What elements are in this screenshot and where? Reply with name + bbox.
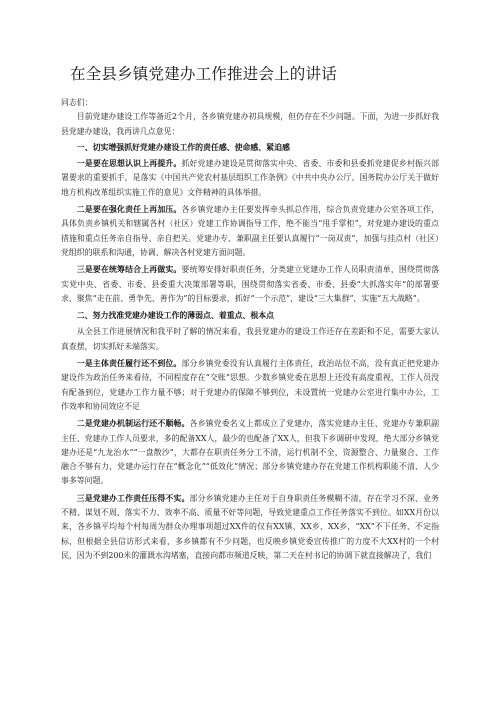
paragraph-text: 各乡镇党委名义上都成立了党建办，落实党建办主任、党建办专兼职副主任、党建办工作人员要求，多的配备XX人，最少的也配备了XX人，但我下乡调研中发现，绝大部分乡镇党建办还是“九龙治水”“一盘散沙”，大都存在职责任务分工不清，运行机制不全，资源整合、力量聚合、工作融合不够有力，党建办运行存在“概念化”“低效化”情况；部分乡镇党建办存在党建工作机构职能不清、人少事多等问题。 — [61, 419, 439, 486]
section-heading-2: 二、努力找准党建办建设工作的薄弱点、着重点、根本点 — [76, 311, 275, 321]
paragraph — [61, 492, 439, 563]
page-title: 在全县乡镇党建办工作推进会上的讲话 — [70, 65, 337, 83]
paragraph-text: 抓好党建办建设是贯彻落实中央、省委、市委和县委抓党建促乡村振兴部署要求的重要抓手，是落实《中国共产党农村基层组织工作条例》《中共中央办公厅、国务院办公厅关于做好地方机构改革组织实施工作的意见》文件精神的具体举措。 — [61, 159, 439, 197]
document-body — [61, 96, 439, 563]
paragraph-text: 部分乡镇党建办主任对于自身职责任务模糊不清，存在学习不深、业务不精、谋划不周、落实不力、效率不高、质量不好等问题，导致党建重点工作任务落实不到位。如XX月份以来，各乡镇平均每个村每周为群众办理事项超过XX件的仅有XX镇、XX乡、XX乡，“XX”不下任务、不定指标，但根据全县信访形式来看，多乡镇都有不少问题，也反映乡镇党委宣传推广的力度不大XX村的一个村民，因为不到200米的灌溉水沟堵塞，直接向都市频道反映，第二天在村书记的协调下就直接解决了，我们 — [61, 493, 439, 560]
paragraph-lead: 一是要在思想认识上再提升。 — [76, 159, 182, 169]
paragraph — [61, 203, 439, 260]
paragraph-text: 各乡镇党建办主任要发挥牵头抓总作用，综合负责党建办公室各项工作，具体负责乡镇机关和辖属各村（社区）党建工作协调指导工作，绝不能当“甩手掌柜”，对党建办建设的重点措施和重点任务亲自指导、亲自把关。党建办专、兼职副主任要认真履行“一岗双责”，加强与挂点村（社区）党组织的联系和沟通，协调、解决各村党建方面问题。 — [61, 205, 439, 257]
section-intro-paragraph: 从全县工作进展情况和我平时了解的情况来看，我县党建办的建设工作还存在差距和不足，需要大家认真查摆，切实抓好未端落实。 — [61, 327, 439, 351]
paragraph-lead: 二是党建办机制运行还不顺畅。 — [76, 419, 190, 429]
paragraph-lead: 二是要在强化责任上再加压。 — [76, 205, 182, 215]
paragraph — [61, 357, 439, 414]
paragraph — [61, 157, 439, 200]
section-heading-1: 一、切实增强抓好党建办建设工作的责任感、使命感、紧迫感 — [76, 142, 290, 152]
paragraph — [61, 417, 439, 488]
paragraph-lead: 一是主体责任履行还不到位。 — [76, 359, 182, 369]
paragraph-text: 要统筹安排好职责任务，分类建立党建办工作人员职责清单，围绕贯彻落实党中央、省委、市委、县委重大决策部署等职，围绕贯彻落实省委、市委、县委“大抓落实年”的部署要求，聚焦“走在前、勇争先、善作为”的目标要求，抓好“一个示范”，建设“三大集群”，实施“五大战略”。 — [61, 265, 439, 303]
paragraph-text: 部分乡镇党委没有认真履行主体责任，政治站位不高，没有真正把党建办建设作为政治任务来看待，不同程度存在“交账”思想。少数乡镇党委在思想上还没有高度重视，工作人员没有配备到位，党建办工作力量不够；对于党建办的保障不够到位，未设置统一党建办公室进行集中办公，工作效率和协同效应不足 — [61, 359, 439, 411]
intro-paragraph: 目前党建办建设工作等备近2个月，各乡镇党建办初具规模，但仍存在不少问题。下面，为进一步抓好我县党建办建设，我再讲几点意见： — [61, 112, 439, 136]
paragraph-lead: 三是党建办工作责任压得不实。 — [76, 493, 190, 503]
paragraph — [61, 263, 439, 306]
salutation: 同志们： — [61, 98, 93, 107]
paragraph-lead: 三是要在统筹结合上再做实。 — [76, 265, 182, 275]
